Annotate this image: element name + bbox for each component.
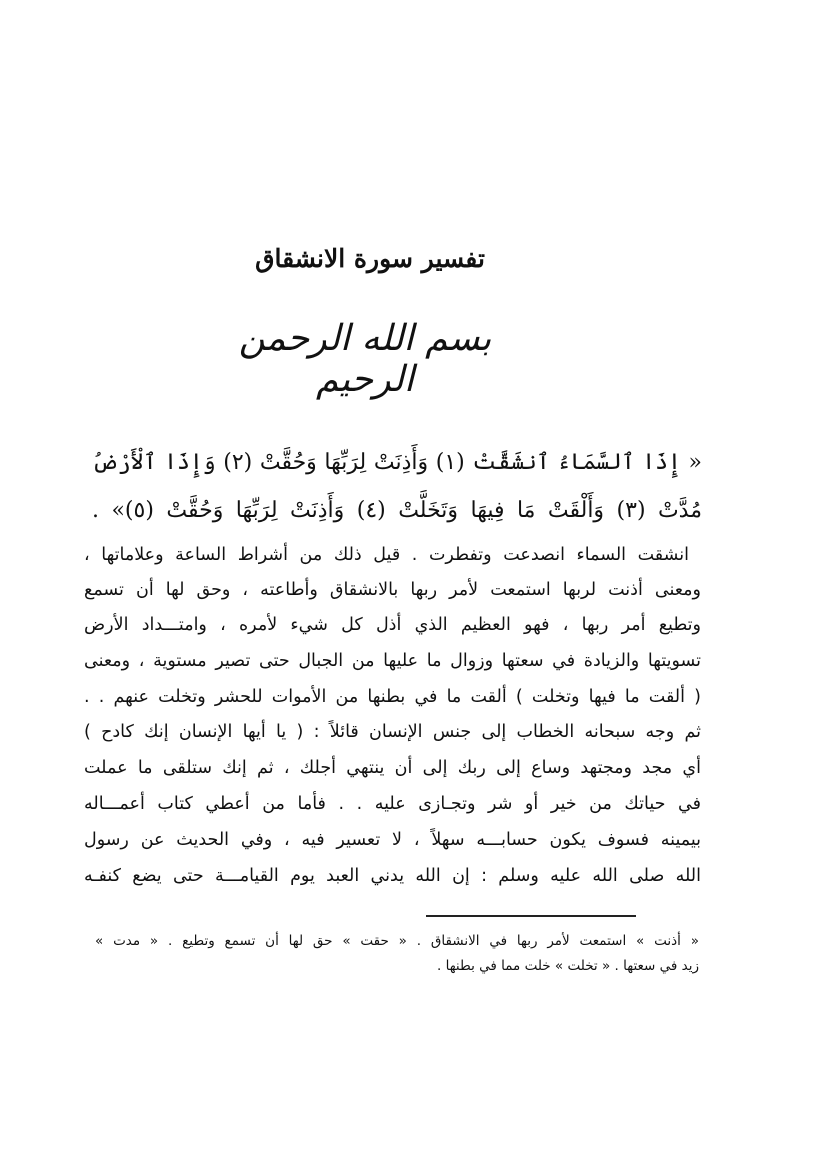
footnote-divider bbox=[426, 915, 636, 917]
body-text-line: ( ألقت ما فيها وتخلت ) ألقت ما في بطنها من الأموات للحشر وتخلت عنهم . . bbox=[84, 687, 701, 707]
body-text-line: في حياتك من خير أو شر وتجـازى عليه . . فأما من أعطي كتاب أعمـــاله bbox=[84, 794, 701, 814]
body-text-line: بيمينه فسوف يكون حسابـــه سهلاً ، لا تعسير فيه ، وفي الحديث عن رسول bbox=[84, 830, 701, 850]
footnote-line: « أذنت » استمعت لأمر ربها في الانشقاق . « حقت » حق لها أن تسمع وتطيع . « مدت » bbox=[95, 933, 699, 949]
footnote-line: زيد في سعتها . « تخلت » خلت مما في بطنها . bbox=[437, 958, 699, 974]
basmala-calligraphy: بسم الله الرحمن الرحيم bbox=[238, 318, 492, 400]
surah-title: تفسير سورة الانشقاق bbox=[255, 244, 485, 273]
body-text-line: انشقت السماء انصدعت وتفطرت . قيل ذلك من أشراط الساعة وعلاماتها ، bbox=[84, 545, 689, 565]
quran-verse-line: مُدَّتْ (٣) وَأَلْقَتْ مَا فِيهَا وَتَخَلَّتْ (٤) وَأَذِنَتْ لِرَبِّهَا وَحُقَّتْ (٥)» . bbox=[92, 498, 703, 523]
body-text-line: ومعنى أذنت لربها استمعت لأمر ربها بالانشقاق وأطاعته ، وحق لها أن تسمع bbox=[84, 580, 701, 600]
body-text-line: أي مجد ومجتهد وساع إلى ربك إلى أن ينتهي أجلك ، ثم إنك ستلقى ما عملت bbox=[84, 758, 701, 778]
body-text-line: تسويتها والزيادة في سعتها وزوال ما عليها من الجبال حتى تصير مستوية ، ومعنى bbox=[84, 651, 701, 671]
body-text-line: الله صلى الله عليه وسلم : إن الله يدني العبد يوم القيامـــة حتى يضع كنفـه bbox=[84, 866, 701, 886]
body-text-line: ثم وجه سبحانه الخطاب إلى جنس الإنسان قائلاً : ( يا أيها الإنسان إنك كادح ) bbox=[84, 722, 701, 742]
body-text-line: وتطيع أمر ربها ، فهو العظيم الذي أذل كل شيء لأمره ، وامتـــداد الأرض bbox=[84, 615, 701, 635]
quran-verse-line: « إِذَا ٱلسَّمَاءُ ٱنشَقَّتْ (١) وَأَذِنَتْ لِرَبِّهَا وَحُقَّتْ (٢) وَإِذَا ٱلْأَرْضُ bbox=[92, 450, 702, 475]
